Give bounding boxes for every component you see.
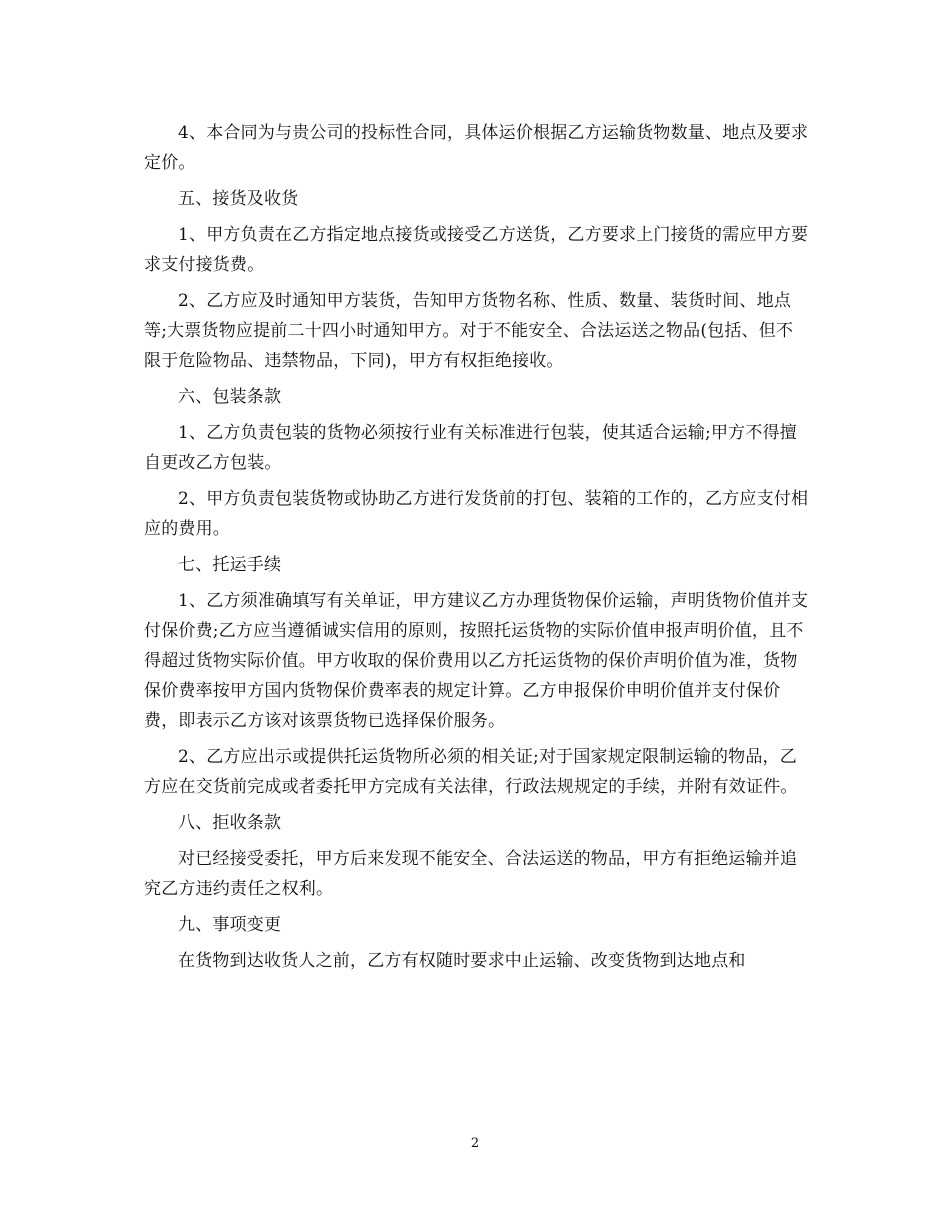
clause-paragraph: 1、乙方负责包装的货物必须按行业有关标准进行包装，使其适合运输;甲方不得擅自更改乙方包装。 [144, 423, 797, 473]
clause-paragraph: 1、甲方负责在乙方指定地点接货或接受乙方送货，乙方要求上门接货的需应甲方要求支付接货费。 [144, 225, 809, 275]
page-number: 2 [470, 1136, 480, 1151]
clause-paragraph: 对已经接受委托，甲方后来发现不能安全、合法运送的物品，甲方有拒绝运输并追究乙方违约责任之权利。 [144, 849, 798, 899]
section-heading: 六、包装条款 [178, 387, 282, 407]
section-heading: 七、托运手续 [178, 555, 282, 575]
document-body [144, 118, 810, 982]
clause-paragraph: 2、乙方应及时通知甲方装货，告知甲方货物名称、性质、数量、装货时间、地点等;大票货物应提前二十四小时通知甲方。对于不能安全、合法运送之物品(包括、但不限于危险物品、违禁物品，下同)，甲方有权拒绝接收。 [144, 291, 794, 371]
section-heading: 五、接货及收货 [178, 189, 299, 209]
clause-paragraph: 2、乙方应出示或提供托运货物所必须的相关证;对于国家规定限制运输的物品，乙方应在交货前完成或者委托甲方完成有关法律，行政法规规定的手续，并附有效证件。 [144, 747, 798, 797]
section-heading: 九、事项变更 [178, 915, 282, 935]
section-heading: 八、拒收条款 [178, 813, 282, 833]
clause-paragraph: 1、乙方须准确填写有关单证，甲方建议乙方办理货物保价运输，声明货物价值并支付保价费;乙方应当遵循诚实信用的原则，按照托运货物的实际价值申报声明价值，且不得超过货物实际价值。甲方收取的保价费用以乙方托运货物的保价声明价值为准，货物保价费率按甲方国内货物保价费率表的规定计算。乙方申报保价申明价值并支付保价费，即表示乙方该对该票货物已选择保价服务。 [144, 591, 809, 731]
clause-paragraph: 4、本合同为与贵公司的投标性合同，具体运价根据乙方运输货物数量、地点及要求定价。 [144, 123, 809, 173]
clause-paragraph: 在货物到达收货人之前，乙方有权随时要求中止运输、改变货物到达地点和 [178, 951, 746, 971]
clause-paragraph: 2、甲方负责包装货物或协助乙方进行发货前的打包、装箱的工作的，乙方应支付相应的费用。 [144, 489, 809, 539]
